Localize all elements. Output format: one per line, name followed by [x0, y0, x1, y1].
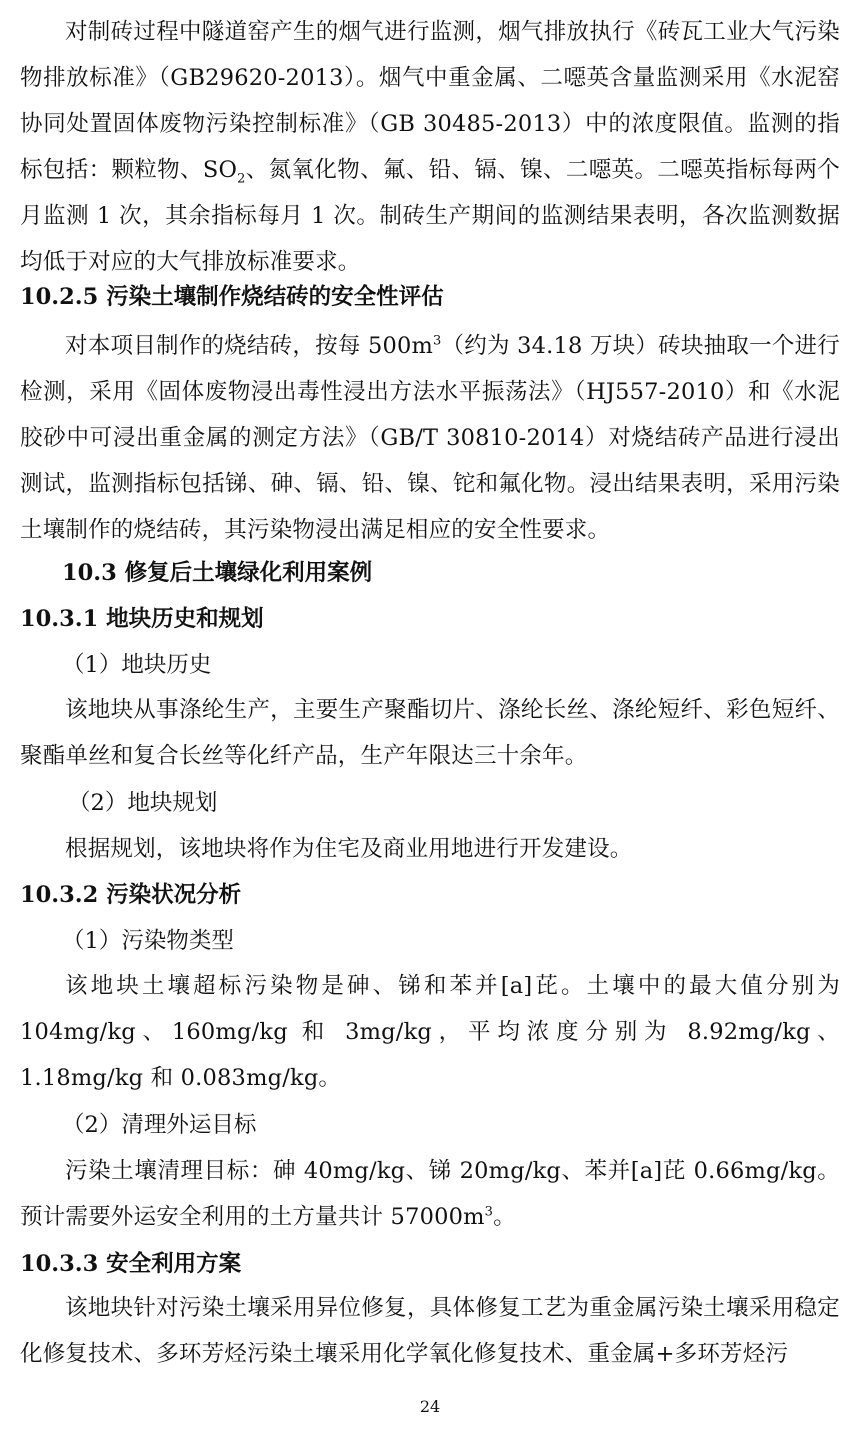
paragraph-site-planning: 根据规划，该地块将作为住宅及商业用地进行开发建设。 [65, 836, 633, 862]
paragraph-flue-gas-monitoring: 对制砖过程中隧道窑产生的烟气进行监测，烟气排放执行《砖瓦工业大气污染物排放标准》（GB29620-2013）。烟气中重金属、二噁英含量监测采用《水泥窑协同处置固体废物污染控制标准》（GB 30485-2013）中的浓度限值。监测的指标包括：颗粒物、$SO_2$、氮氧化物、氟、铅、镉、镍、二噁英。二噁英指标每两个月监测 1 次，其余指标每月 1 次。制砖生产期间的监测结果表明，各次监测数据均低于对应的大气排放标准要求。 [20, 19, 840, 275]
heading-10-3-2: 10.3.2 污染状况分析 [20, 882, 242, 908]
page-number: 24 [419, 1397, 441, 1416]
paragraph-brick-safety: 对本项目制作的烧结砖，按每 $500m^3$（约为 34.18 万块）砖块抽取一个进行检测，采用《固体废物浸出毒性浸出方法水平振荡法》（HJ557-2010）和《水泥胶砂中可浸出重金属的测定方法》（GB/T 30810-2014）对烧结砖产品进行浸出测试，监测指标包括锑、砷、镉、铅、镍、铊和氟化物。浸出结果表明，采用污染土壤制作的烧结砖，其污染物浸出满足相应的安全性要求。 [20, 333, 840, 543]
paragraph-removal-target: 污染土壤清理目标：砷 40mg/kg、锑 20mg/kg、苯并[a]芘 0.66mg/kg。预计需要外运安全利用的土方量共计 $57000m^3$。 [20, 1158, 840, 1230]
heading-10-3: 10.3 修复后土壤绿化利用案例 [62, 560, 373, 586]
subheading-site-planning: （2）地块规划 [68, 790, 218, 816]
heading-10-2-5: 10.2.5 污染土壤制作烧结砖的安全性评估 [20, 284, 444, 310]
heading-10-3-1: 10.3.1 地块历史和规划 [20, 606, 264, 632]
heading-10-3-3: 10.3.3 安全利用方案 [20, 1251, 242, 1277]
subheading-pollutant-type: （1）污染物类型 [62, 928, 234, 954]
subheading-removal-target: （2）清理外运目标 [62, 1112, 257, 1138]
paragraph-safe-use-plan: 该地块针对污染土壤采用异位修复，具体修复工艺为重金属污染土壤采用稳定化修复技术、多环芳烃污染土壤采用化学氧化修复技术、重金属+多环芳烃污 [20, 1295, 840, 1367]
paragraph-pollutant-type: 该地块土壤超标污染物是砷、锑和苯并[a]芘。土壤中的最大值分别为 104mg/kg、160mg/kg 和 3mg/kg，平均浓度分别为 8.92mg/kg、1.18mg/kg 和 0.083mg/kg。 [20, 973, 840, 1091]
paragraph-site-history: 该地块从事涤纶生产，主要生产聚酯切片、涤纶长丝、涤纶短纤、彩色短纤、聚酯单丝和复合长丝等化纤产品，生产年限达三十余年。 [20, 697, 840, 769]
subheading-site-history: （1）地块历史 [62, 652, 212, 678]
